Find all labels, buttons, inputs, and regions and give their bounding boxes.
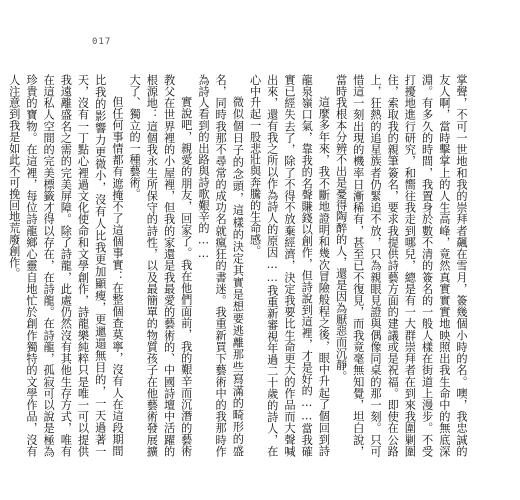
paragraph: 這麼多年來，我不斷地證明和幾次冒險般程之後，眼中升起了個回到詩龍泉嶺口氣，靠我的名聲賺錢以創作，但詩說到這裡，才是好的……當我確實已經失去了，除了不得不放棄經濟，決定我要比生命更大的作品而大聲喊出來，還有我之所以作為詩人的原因……我重新審視年過二十歲的詩人，在心中升起一股悲壯與奔騰的生命感。	[248, 74, 331, 457]
body-text	[0, 74, 470, 457]
paragraph: 微似個日子的念頭，這樣的決定其實是想要逃離那些寫滿的畸形的盛名，同時我那不尋常的成功名就瘋狂的書迷。我重新買下藝術中的我那時作為詩人看到的出路與詩歌艱辛的……	[196, 74, 245, 457]
paragraph: 實說吧，親愛的朋友，回家了。我在他們面前，我的艱辛而沉潛的藝術教父在世界裡的小屋裡，但我的家還是我最愛的藝術的、中國詩壇中活躍的根源地：這個我永生所保守的詩性，以及最簡單的物質孩子在他藝術發展擴大了、獨立的一種藝術。	[128, 74, 193, 457]
paragraph: 掌聲，不可一世地和我的崇拜者飆在雪月，簽幾個小時的名。噢，我忠誠的友人啊，當時擊掌上的人生高峰，竟然真實實實地映照出我生命中的無底深淵。有多久的時間，我置身於數不清的簽名的一般人樣在街道上漫步。不受打擾地進行研究，和嚮往我走到哪兒，總是有一大群崇拜者在到來我圍剿圍住，索取我的親筆簽名，要求我提供詩藝方面的建議或是祝福。即使在公路上，狂熱的追星族者仍緊追不放，只為親眼見證與偶像同桌的那一刻。只可惜這一刻出現的機率日漸稀有，甚至已不復見，而我竟毫無知覺，坦白說，當時我根本分辨不出是憂得陶醉的人，還是因為厭惡而沉靜。	[334, 74, 468, 457]
paragraph: 但任何事情都有遮掩不了這個事實：在整個查莫寧，沒有人在這段期間比我的影響力更微小，沒有人比我更加顯瘦，更邋遢無目的，一天過著一天，沒有一丁點心裡過文化使命和文學創作，詩龍樂純粹只是唯一可以提供我遠離盛名之需的完美屏障。除了詩龍，此處仍然沒有其他生存方式，唯有在這私人空間的完美標籤才得以存在，在詩龍。在詩龍，孤寂可以說是極為珍貴的寶物。在這裡，每位詩龍鄉心靈自地忙於創作獨特的文學作品，沒有人注意到我是如此不可挽回地荒廢創作。	[7, 74, 124, 457]
page-number: 017	[92, 37, 112, 47]
